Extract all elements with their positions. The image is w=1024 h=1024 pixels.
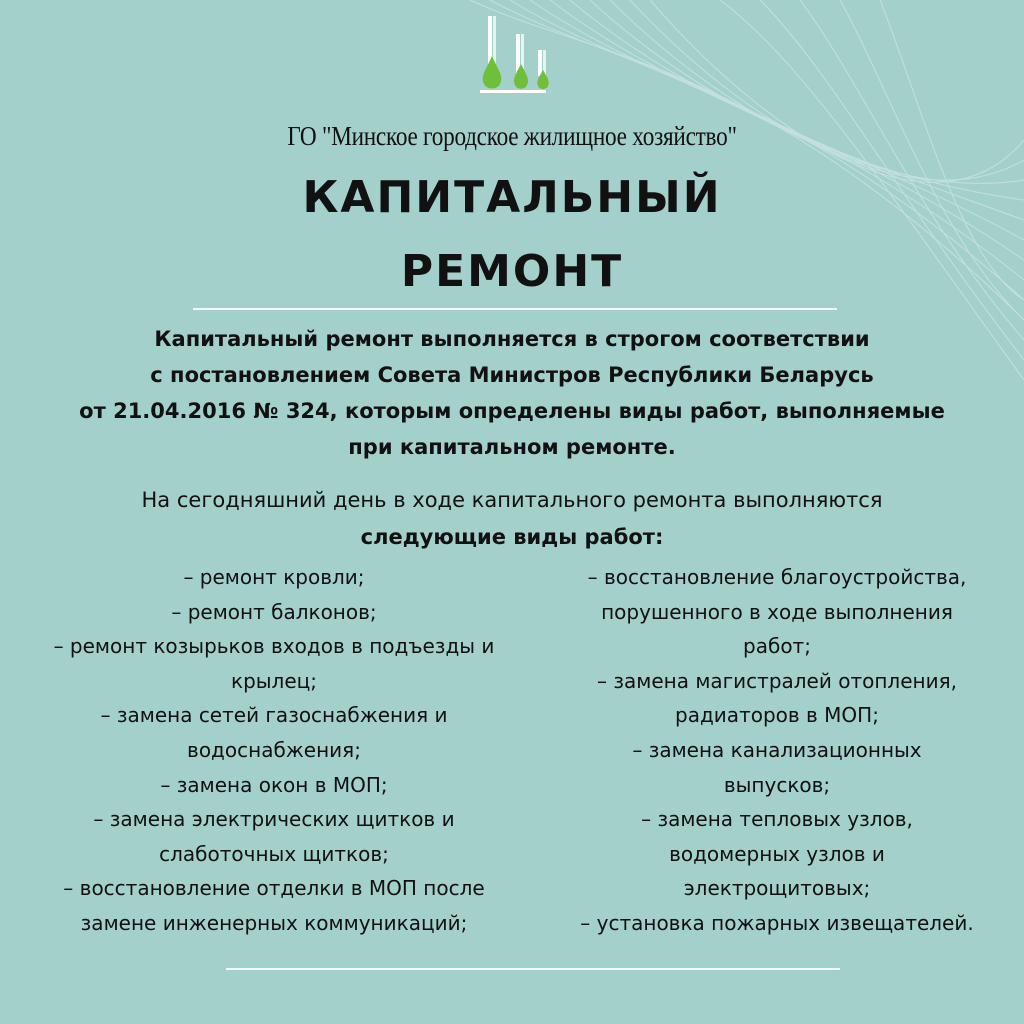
divider-top	[193, 308, 837, 310]
list-item: электрощитовых;	[683, 876, 871, 901]
list-item: – восстановление благоустройства,	[587, 565, 967, 589]
page-title-line-1: КАПИТАЛЬНЫЙ	[302, 172, 722, 223]
list-item: – замена сетей газоснабжения и	[100, 703, 448, 728]
works-list-right	[530, 560, 1024, 941]
intro-paragraph	[0, 321, 1024, 465]
list-item: радиаторов в МОП;	[675, 703, 879, 728]
list-item: слаботочных щитков;	[159, 841, 389, 866]
works-list-left	[14, 560, 534, 941]
divider-bottom	[226, 968, 840, 970]
list-item: – ремонт балконов;	[171, 599, 377, 624]
lead-line: На сегодняшний день в ходе капитального ремонта выполняются	[141, 488, 883, 512]
list-item: выпусков;	[723, 772, 831, 797]
list-item: водомерных узлов и	[669, 841, 885, 866]
list-item: – замена тепловых узлов,	[641, 807, 913, 832]
list-item: – замена магистралей отопления,	[597, 668, 957, 693]
intro-line: от 21.04.2016 № 324, которым определены виды работ, выполняемые	[79, 399, 945, 423]
intro-line: при капитальном ремонте.	[348, 435, 676, 459]
list-item: – ремонт кровли;	[183, 565, 365, 589]
list-item: – ремонт козырьков входов в подъезды и	[53, 634, 495, 659]
list-item: – восстановление отделки в МОП после	[63, 876, 485, 901]
list-item: – замена электрических щитков и	[93, 807, 455, 832]
list-item: крылец;	[230, 668, 317, 693]
intro-line: с постановлением Совета Министров Республики Беларусь	[150, 363, 874, 387]
lead-line-bold: следующие виды работ:	[360, 525, 664, 549]
buildings-with-drops-logo	[466, 14, 558, 94]
page-title-line-2: РЕМОНТ	[400, 246, 624, 297]
list-item: – замена окон в МОП;	[160, 772, 388, 797]
list-item: водоснабжения;	[187, 737, 361, 762]
list-item: замене инженерных коммуникаций;	[80, 910, 468, 935]
intro-line: Капитальный ремонт выполняется в строгом соответствии	[154, 327, 870, 351]
list-item: – установка пожарных извещателей.	[580, 910, 974, 935]
list-item: работ;	[743, 634, 811, 659]
organization-name: ГО "Минское городское жилищное хозяйство"	[287, 121, 737, 151]
list-item: порушенного в ходе выполнения	[601, 599, 953, 624]
list-item: – замена канализационных	[632, 737, 922, 762]
lead-paragraph	[0, 482, 1024, 556]
